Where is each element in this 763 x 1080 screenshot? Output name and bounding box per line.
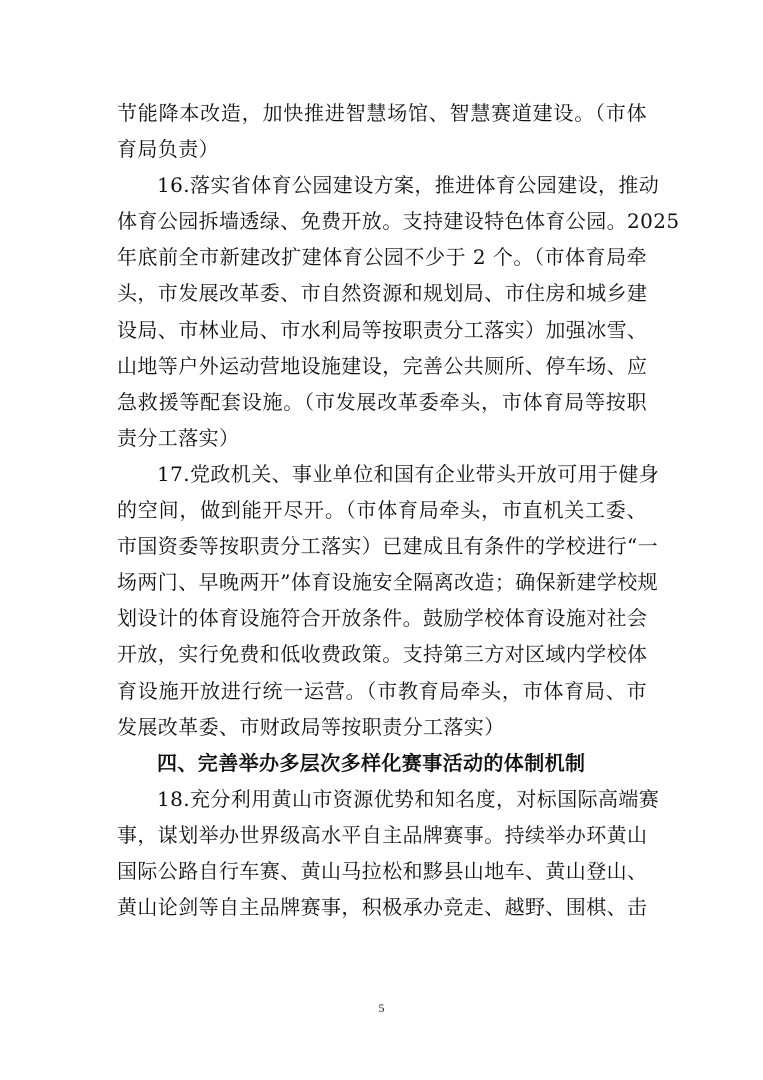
text-line: 黄山论剑等自主品牌赛事，积极承办竞走、越野、围棋、击 [117, 895, 648, 920]
document-body [117, 95, 680, 925]
paragraph-18-start: 18.充分利用黄山市资源优势和知名度，对标国际高端赛 [157, 786, 660, 811]
text-line: 育设施开放进行统一运营。（市教育局牵头，市体育局、市 [117, 678, 647, 703]
text-line: 山地等户外运动营地设施建设，完善公共厕所、停车场、应 [117, 353, 648, 378]
text-line: 头，市发展改革委、市自然资源和规划局、市住房和城乡建 [117, 281, 648, 306]
text-line: 发展改革委、市财政局等按职责分工落实） [117, 714, 505, 739]
paragraph-17-start: 17.党政机关、事业单位和国有企业带头开放可用于健身 [157, 461, 660, 486]
text-line: 的空间，做到能开尽开。（市体育局牵头，市直机关工委、 [117, 498, 647, 523]
page-number: 5 [378, 1001, 385, 1015]
text-line: 市国资委等按职责分工落实）已建成且有条件的学校进行“一 [117, 534, 659, 559]
text-line: 划设计的体育设施符合开放条件。鼓励学校体育设施对社会 [117, 606, 648, 631]
text-line: 国际公路自行车赛、黄山马拉松和黟县山地车、黄山登山、 [117, 858, 648, 883]
section-heading: 四、完善举办多层次多样化赛事活动的体制机制 [157, 750, 586, 775]
text-line: 育局负责） [117, 137, 219, 162]
paragraph-16-start: 16.落实省体育公园建设方案，推进体育公园建设，推动 [157, 173, 660, 198]
text-line: 开放，实行免费和低收费政策。支持第三方对区域内学校体 [117, 642, 648, 667]
text-line: 体育公园拆墙透绿、免费开放。支持建设特色体育公园。2025 [117, 209, 680, 234]
text-line: 场两门、早晚两开”体育设施安全隔离改造；确保新建学校规 [117, 570, 659, 595]
text-line: 急救援等配套设施。（市发展改革委牵头，市体育局等按职 [117, 389, 647, 414]
text-line: 事，谋划举办世界级高水平自主品牌赛事。持续举办环黄山 [117, 822, 648, 847]
text-line: 责分工落实） [117, 425, 240, 450]
text-line: 节能降本改造，加快推进智慧场馆、智慧赛道建设。（市体 [117, 101, 647, 125]
text-line: 年底前全市新建改扩建体育公园不少于 2 个。（市体育局牵 [117, 245, 647, 270]
text-line: 设局、市林业局、市水利局等按职责分工落实）加强冰雪、 [117, 317, 648, 342]
